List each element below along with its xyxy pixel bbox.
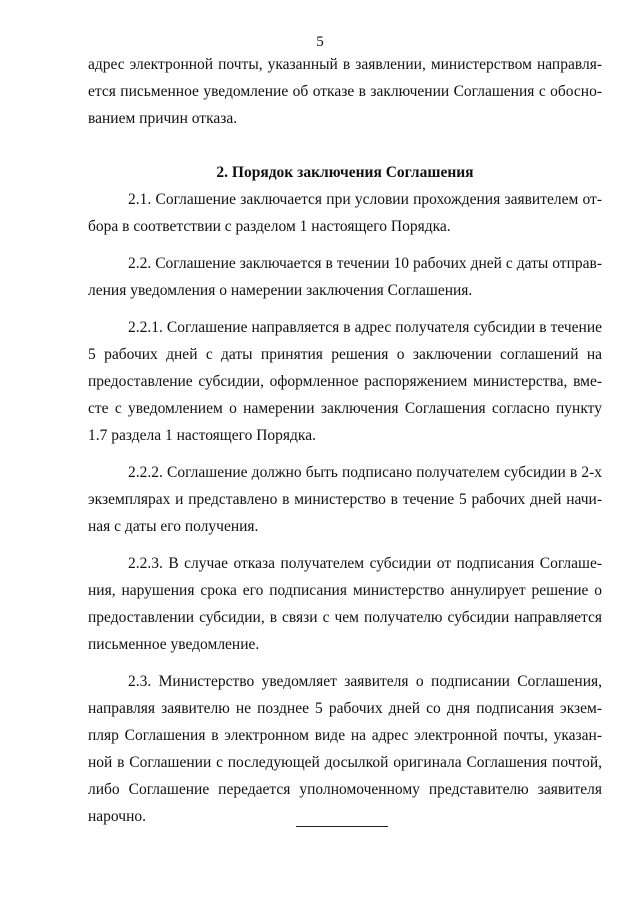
page-number: 5	[316, 34, 324, 50]
section-title: 2. Порядок заключения Соглашения	[216, 164, 474, 181]
intro-paragraph: адрес электронной почты, указанный в заявлении, министерством направля-ется письменное уведомление об отказе в заключении Соглашения с обосно-ванием причин отказа.	[88, 56, 602, 127]
clause-2-2-3: 2.2.3. В случае отказа получателем субсидии от подписания Соглаше-ния, нарушения срока его подписания министерство аннулирует решение о предоставлении субсидии, в связи с чем получателю субсидии направляется письменное уведомление.	[88, 555, 602, 653]
clause-2-3: 2.3. Министерство уведомляет заявителя о подписании Соглашения, направляя заявителю не позднее 5 рабочих дней со дня подписания экзем-пляр Соглашения в электронном виде на адрес электронной почты, указан-ной в Соглашении с последующей досылкой оригинала Соглашения почтой, либо Соглашение передается уполномоченному представителю заявителя нарочно.	[88, 673, 602, 825]
intro-paragraph-block	[88, 51, 602, 142]
clauses-block	[88, 186, 602, 840]
clause-2-2-2: 2.2.2. Соглашение должно быть подписано получателем субсидии в 2-х экземплярах и представлено в министерство в течение 5 рабочих дней начи-ная с даты его получения.	[88, 464, 602, 535]
clause-2-1: 2.1. Соглашение заключается при условии прохождения заявителем от-бора в соответствии с разделом 1 настоящего Порядка.	[88, 191, 602, 235]
clause-2-2-1: 2.2.1. Соглашение направляется в адрес получателя субсидии в течение 5 рабочих дней с даты принятия решения о заключении соглашений на предоставление субсидии, оформленное распоряжением министерства, вме-сте с уведомлением о намерении заключения Соглашения согласно пункту 1.7 раздела 1 настоящего Порядка.	[88, 319, 602, 444]
end-of-text-rule	[296, 826, 388, 827]
clause-2-2: 2.2. Соглашение заключается в течении 10 рабочих дней с даты отправ-ления уведомления о намерении заключения Соглашения.	[88, 255, 602, 299]
